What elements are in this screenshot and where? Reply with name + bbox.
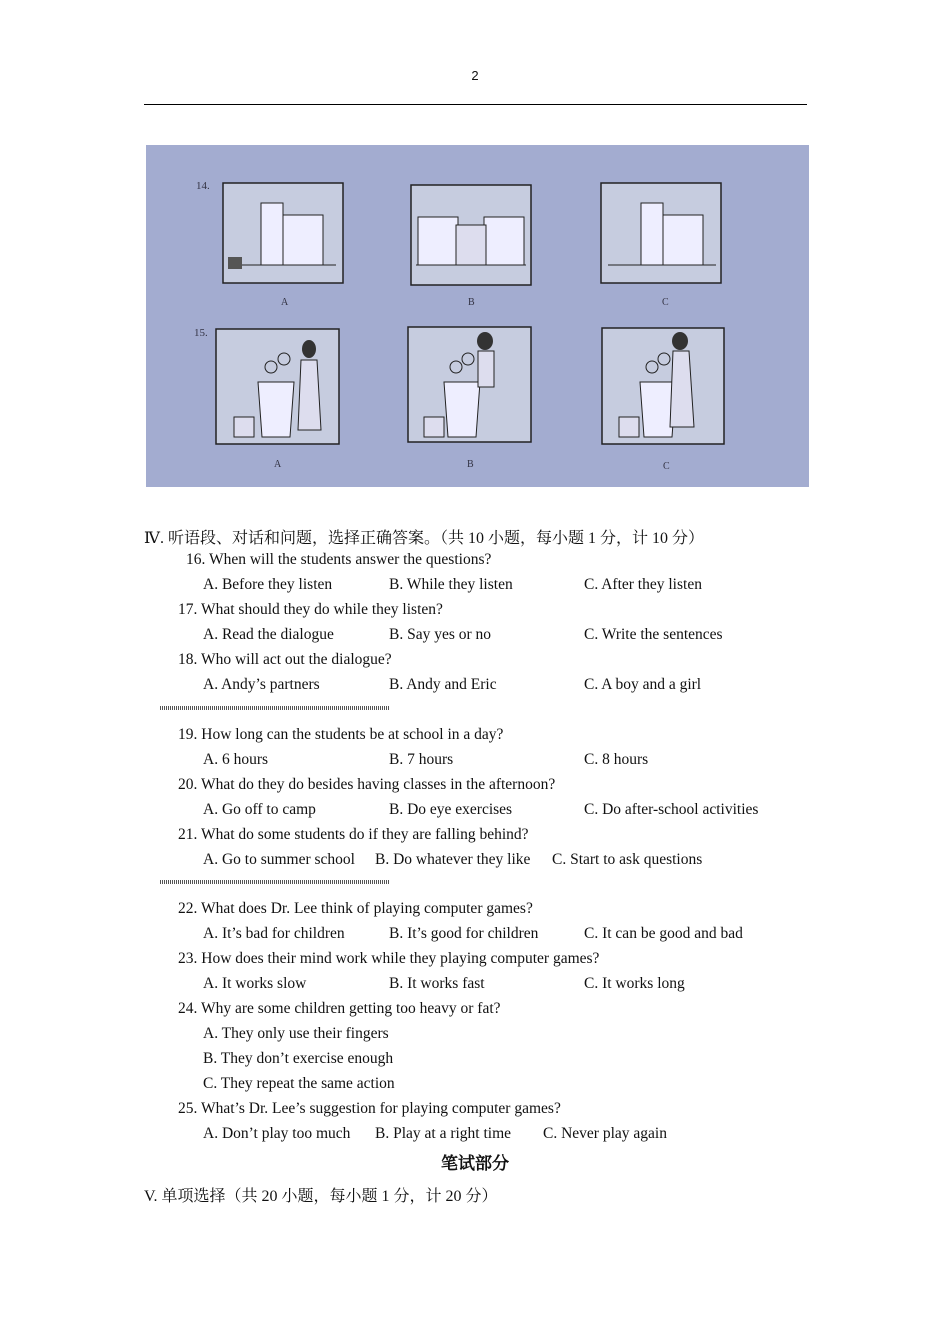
- q24-option-b: B. They don’t exercise enough: [203, 1050, 394, 1067]
- question-24: 24. Why are some children getting too heavy or fat?: [178, 1000, 501, 1017]
- q24-option-c: C. They repeat the same action: [203, 1075, 395, 1092]
- q16-option-c: C. After they listen: [584, 576, 702, 593]
- q17-option-a: A. Read the dialogue: [203, 626, 334, 643]
- page-number: 2: [471, 68, 479, 83]
- q22-option-c: C. It can be good and bad: [584, 925, 743, 942]
- question-19: 19. How long can the students be at school in a day?: [178, 726, 504, 743]
- header-rule: [144, 104, 807, 105]
- q19-option-b: B. 7 hours: [389, 751, 454, 768]
- row14-letter-c: C: [662, 297, 669, 308]
- question-25: 25. What’s Dr. Lee’s suggestion for playing computer games?: [178, 1100, 561, 1117]
- q19-option-c: C. 8 hours: [584, 751, 649, 768]
- q19-option-a: A. 6 hours: [203, 751, 269, 768]
- section-4-heading: Ⅳ. 听语段、对话和问题，选择正确答案。（共 10 小题，每小题 1 分，计 10 分）: [144, 530, 704, 547]
- q21-option-a: A. Go to summer school: [203, 851, 355, 868]
- q20-option-c: C. Do after-school activities: [584, 801, 759, 818]
- separator-1: [160, 706, 390, 710]
- picture-14b: [411, 185, 531, 285]
- q17-option-b: B. Say yes or no: [389, 626, 492, 643]
- picture-14a: [223, 183, 343, 283]
- picture-options-image: [146, 145, 809, 487]
- picture-15a: [216, 329, 339, 444]
- q16-option-a: A. Before they listen: [203, 576, 333, 593]
- q25-option-c: C. Never play again: [543, 1125, 667, 1142]
- q22-option-b: B. It’s good for children: [389, 925, 539, 942]
- q18-option-b: B. Andy and Eric: [389, 676, 497, 693]
- q23-option-c: C. It works long: [584, 975, 685, 992]
- row15-letter-b: B: [467, 459, 474, 470]
- picture-15b: [408, 327, 531, 442]
- row14-letter-b: B: [468, 297, 475, 308]
- question-20: 20. What do they do besides having classes in the afternoon?: [178, 776, 556, 793]
- row15-letter-c: C: [663, 461, 670, 472]
- question-16: 16. When will the students answer the questions?: [186, 551, 492, 568]
- question-photo: [146, 145, 809, 487]
- picture-15c: [602, 328, 724, 444]
- q22-option-a: A. It’s bad for children: [203, 925, 345, 942]
- q25-option-b: B. Play at a right time: [375, 1125, 512, 1142]
- question-18: 18. Who will act out the dialogue?: [178, 651, 392, 668]
- q23-option-b: B. It works fast: [389, 975, 485, 992]
- section-5-heading: V. 单项选择（共 20 小题，每小题 1 分，计 20 分）: [144, 1188, 498, 1205]
- q18-option-a: A. Andy’s partners: [203, 676, 320, 693]
- q18-option-c: C. A boy and a girl: [584, 676, 702, 693]
- q20-option-a: A. Go off to camp: [203, 801, 316, 818]
- q16-option-b: B. While they listen: [389, 576, 513, 593]
- row15-letter-a: A: [274, 459, 282, 470]
- row14-letter-a: A: [281, 297, 289, 308]
- question-21: 21. What do some students do if they are falling behind?: [178, 826, 529, 843]
- question-22: 22. What does Dr. Lee think of playing computer games?: [178, 900, 533, 917]
- q25-option-a: A. Don’t play too much: [203, 1125, 351, 1142]
- row14-label: 14.: [196, 180, 210, 192]
- row15-label: 15.: [194, 327, 208, 339]
- question-17: 17. What should they do while they listen?: [178, 601, 443, 618]
- q21-option-c: C. Start to ask questions: [552, 851, 703, 868]
- written-part-title: 笔试部分: [441, 1154, 509, 1173]
- picture-14c: [601, 183, 721, 283]
- q21-option-b: B. Do whatever they like: [375, 851, 531, 868]
- q23-option-a: A. It works slow: [203, 975, 307, 992]
- question-23: 23. How does their mind work while they playing computer games?: [178, 950, 600, 967]
- q20-option-b: B. Do eye exercises: [389, 801, 513, 818]
- q17-option-c: C. Write the sentences: [584, 626, 723, 643]
- q24-option-a: A. They only use their fingers: [203, 1025, 389, 1042]
- separator-2: [160, 880, 390, 884]
